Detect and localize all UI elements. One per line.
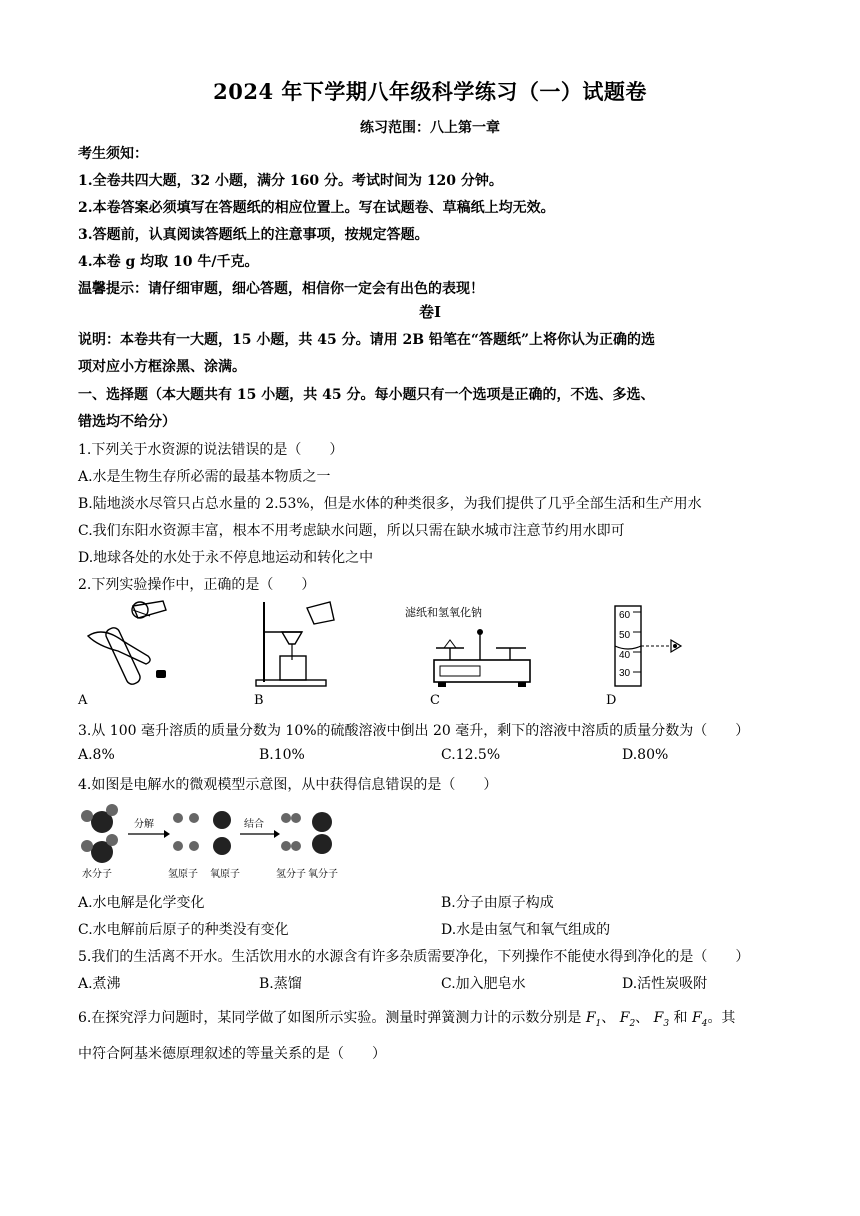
q5-option-b: B.蒸馏 bbox=[259, 976, 302, 992]
q6-f1: $F_1$ bbox=[585, 1010, 602, 1029]
notice-item-1: 1.全卷共四大题，32 小题，满分 160 分。考试时间为 120 分钟。 bbox=[78, 173, 503, 189]
q4-option-d: D.水是由氢气和氧气组成的 bbox=[441, 922, 611, 938]
q6-stem-1: 6.在探究浮力问题时，某同学做了如图所示实验。测量时弹簧测力计的示数分别是 bbox=[78, 1010, 582, 1026]
q4-figure-o-atom: 氧原子 bbox=[210, 869, 240, 880]
q4-figure bbox=[78, 800, 348, 882]
q4-stem: 4.如图是电解水的微观模型示意图，从中获得信息错误的是（ ） bbox=[78, 777, 498, 793]
q6-stem-3: 中符合阿基米德原理叙述的等量关系的是（ ） bbox=[78, 1046, 386, 1062]
q5-option-a: A.煮沸 bbox=[78, 976, 121, 992]
q2-figure-b bbox=[252, 598, 342, 688]
q6-stem-2: 。其 bbox=[707, 1010, 736, 1026]
q4-option-a: A.水电解是化学变化 bbox=[78, 895, 205, 911]
q5-option-c: C.加入肥皂水 bbox=[441, 976, 526, 992]
q2-label-d: D bbox=[606, 693, 617, 708]
q4-figure-combine: 结合 bbox=[244, 819, 264, 830]
q1-option-d: D.地球各处的水处于永不停息地运动和转化之中 bbox=[78, 550, 374, 566]
q4-figure-decompose: 分解 bbox=[134, 819, 154, 830]
notice-item-2: 2.本卷答案必须填写在答题纸的相应位置上。写在试题卷、草稿纸上均无效。 bbox=[78, 200, 555, 216]
q3-option-d: D.80% bbox=[622, 747, 669, 763]
q6-f2: $F_2$ bbox=[619, 1010, 636, 1029]
q2-figure-c-label: 滤纸和氢氧化钠 bbox=[405, 606, 482, 619]
notice-item-4: 4.本卷 g 均取 10 牛/千克。 bbox=[78, 254, 259, 270]
q4-figure-h-mol: 氢分子 bbox=[276, 869, 306, 880]
q4-option-b: B.分子由原子构成 bbox=[441, 895, 554, 911]
q6-f3: $F_3$ bbox=[653, 1010, 670, 1029]
q2-figure-c bbox=[430, 620, 535, 690]
q3-option-b: B.10% bbox=[259, 747, 305, 763]
notice-heading: 考生须知： bbox=[78, 146, 148, 162]
q3-option-a: A.8% bbox=[78, 747, 115, 763]
q6-stem-line-1: 6.在探究浮力问题时，某同学做了如图所示实验。测量时弹簧测力计的示数分别是 $F_1$、 $F_2$、 $F_3$ 和 $F_4$。其 bbox=[78, 1010, 736, 1029]
q4-figure-o-mol: 氧分子 bbox=[308, 869, 338, 880]
q2-figure-d-tick-60: 60 bbox=[619, 610, 631, 621]
q2-label-b: B bbox=[254, 693, 264, 708]
q2-figure-a bbox=[78, 596, 178, 688]
q4-figure-h-atom: 氢原子 bbox=[168, 869, 198, 880]
q2-stem: 2.下列实验操作中，正确的是（ ） bbox=[78, 577, 316, 593]
q1-option-b: B.陆地淡水尽管只占总水量的 2.53%，但是水体的种类很多，为我们提供了几乎全部生活和生产用水 bbox=[78, 496, 702, 512]
q1-option-a: A.水是生物生存所必需的最基本物质之一 bbox=[78, 469, 331, 485]
section-heading-1: 一、选择题（本大题共有 15 小题，共 45 分。每小题只有一个选项是正确的，不选、多选、 bbox=[78, 387, 655, 403]
q1-option-c: C.我们东阳水资源丰富，根本不用考虑缺水问题，所以只需在缺水城市注意节约用水即可 bbox=[78, 523, 625, 539]
section-heading-2: 错选均不给分） bbox=[78, 414, 176, 430]
q6-f4: $F_4$ bbox=[691, 1010, 708, 1029]
q4-figure-water: 水分子 bbox=[82, 869, 112, 880]
q4-option-c: C.水电解前后原子的种类没有变化 bbox=[78, 922, 289, 938]
q2-figure-d bbox=[605, 604, 685, 688]
q2-label-a: A bbox=[78, 693, 88, 708]
q2-figure-d-tick-30: 30 bbox=[619, 668, 631, 679]
q2-figure-d-tick-40: 40 bbox=[619, 650, 631, 661]
q2-label-c: C bbox=[430, 693, 440, 708]
q3-stem: 3.从 100 毫升溶质的质量分数为 10%的硫酸溶液中倒出 20 毫升，剩下的溶液中溶质的质量分数为（ ） bbox=[78, 723, 750, 739]
q5-stem: 5.我们的生活离不开水。生活饮用水的水源含有许多杂质需要净化，下列操作不能使水得到净化的是（ ） bbox=[78, 949, 750, 965]
q2-figure-d-tick-50: 50 bbox=[619, 630, 631, 641]
section-explain-2: 项对应小方框涂黑、涂满。 bbox=[78, 359, 246, 375]
section-juan: 卷Ⅰ bbox=[418, 303, 442, 321]
q5-option-d: D.活性炭吸附 bbox=[622, 976, 708, 992]
q1-stem: 1.下列关于水资源的说法错误的是（ ） bbox=[78, 442, 344, 458]
page-title: 2024 年下学期八年级科学练习（一）试题卷 bbox=[213, 79, 647, 104]
section-explain-1: 说明：本卷共有一大题，15 小题，共 45 分。请用 2B 铅笔在“答题纸”上将你认为正确的选 bbox=[78, 332, 656, 348]
page-subtitle: 练习范围：八上第一章 bbox=[360, 120, 500, 136]
notice-tip: 温馨提示：请仔细审题，细心答题，相信你一定会有出色的表现！ bbox=[78, 281, 484, 297]
notice-item-3: 3.答题前，认真阅读答题纸上的注意事项，按规定答题。 bbox=[78, 227, 429, 243]
q3-option-c: C.12.5% bbox=[441, 747, 501, 763]
